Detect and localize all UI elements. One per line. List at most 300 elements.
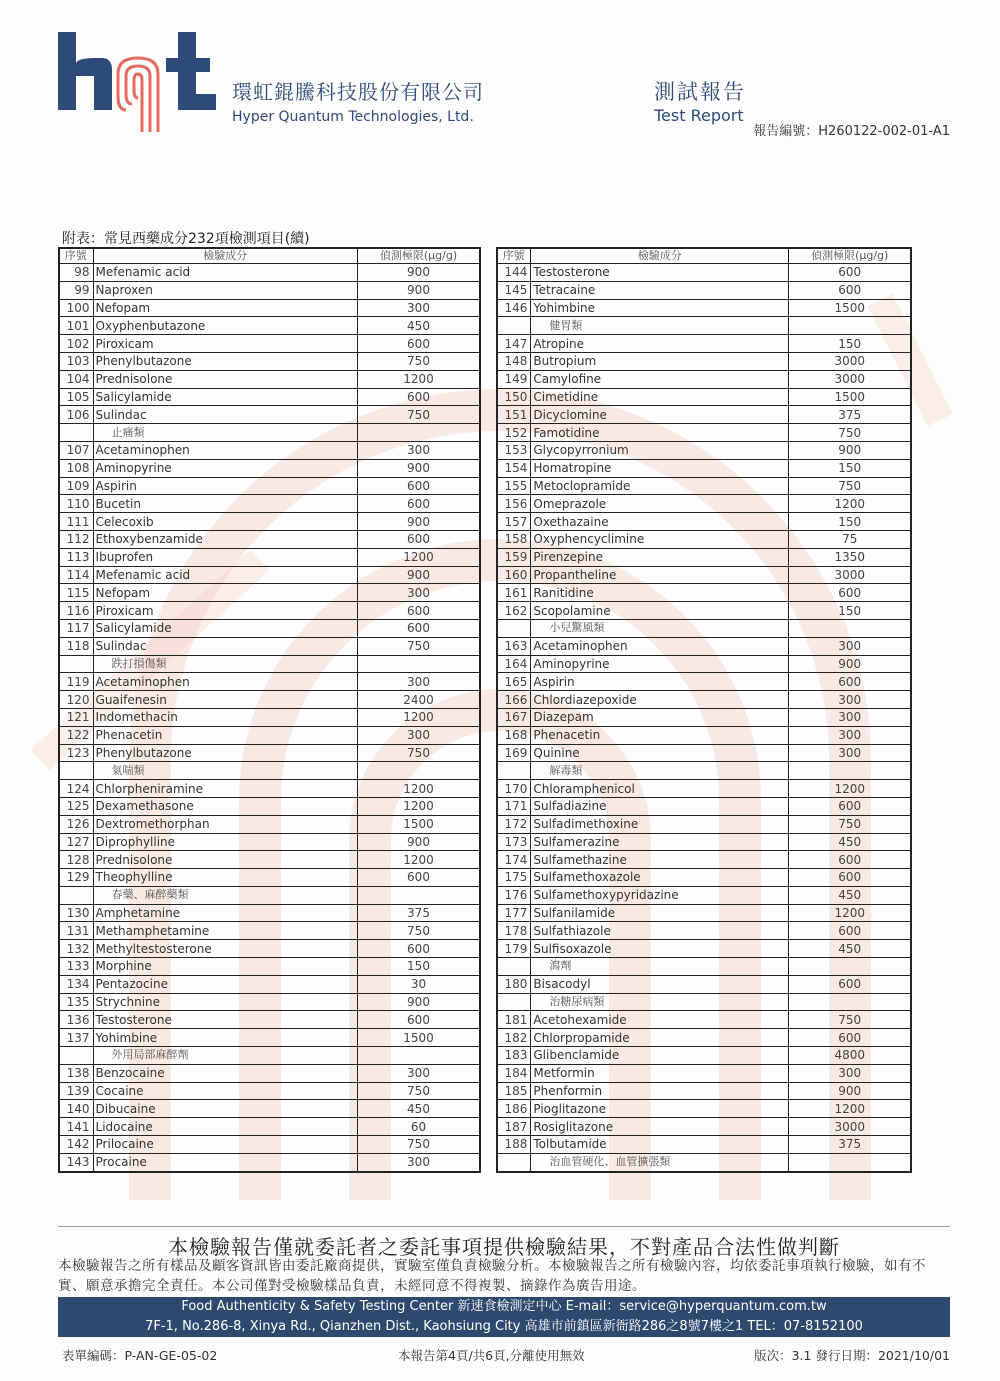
item-name: Benzocaine — [93, 1064, 357, 1082]
category-limit-cell — [358, 424, 480, 442]
item-limit: 750 — [789, 424, 911, 442]
item-name: Bisacodyl — [531, 975, 789, 993]
item-limit: 450 — [789, 886, 911, 904]
item-limit: 1200 — [358, 370, 480, 388]
item-number: 165 — [497, 673, 531, 691]
item-name: Salicylamide — [93, 619, 357, 637]
item-name: Guaifenesin — [93, 691, 357, 709]
item-number: 158 — [497, 530, 531, 548]
table-row — [59, 1100, 480, 1118]
item-name: Theophylline — [93, 869, 357, 887]
item-number: 113 — [59, 548, 93, 566]
item-name: Homatropine — [531, 459, 789, 477]
table-row — [59, 264, 480, 282]
item-number: 175 — [497, 869, 531, 887]
item-name: Celecoxib — [93, 513, 357, 531]
table-row — [497, 726, 911, 744]
item-name: Pentazocine — [93, 975, 357, 993]
item-limit: 1500 — [789, 299, 911, 317]
table-row — [497, 922, 911, 940]
table-row — [497, 1011, 911, 1029]
contact-line-2: 7F-1, No.286-8, Xinya Rd., Qianzhen Dist., Kaohsiung City 高雄市前鎮區新衙路286之8號7樓之1 TEL：07-8152100 — [145, 1319, 863, 1334]
table-row — [497, 513, 911, 531]
item-number: 125 — [59, 797, 93, 815]
table-row — [59, 477, 480, 495]
report-title-en: Test Report — [654, 106, 744, 125]
item-number: 188 — [497, 1136, 531, 1154]
category-no-cell — [497, 317, 531, 335]
item-limit: 600 — [358, 869, 480, 887]
item-limit: 600 — [358, 477, 480, 495]
table-row — [59, 869, 480, 887]
category-row — [497, 1153, 911, 1171]
item-number: 149 — [497, 370, 531, 388]
item-number: 134 — [59, 975, 93, 993]
table-header-row — [497, 248, 911, 264]
item-limit: 375 — [789, 1136, 911, 1154]
item-number: 140 — [59, 1100, 93, 1118]
report-number — [753, 120, 950, 139]
item-limit: 750 — [789, 1011, 911, 1029]
item-number: 151 — [497, 406, 531, 424]
item-limit: 900 — [358, 281, 480, 299]
category-limit-cell — [358, 1047, 480, 1065]
item-number: 157 — [497, 513, 531, 531]
item-limit: 450 — [358, 1100, 480, 1118]
item-number: 161 — [497, 584, 531, 602]
item-limit: 3000 — [789, 566, 911, 584]
item-number: 101 — [59, 317, 93, 335]
item-number: 131 — [59, 922, 93, 940]
category-no-cell — [59, 1047, 93, 1065]
report-number-value: H260122-002-01-A1 — [818, 124, 950, 139]
item-limit: 300 — [789, 744, 911, 762]
item-name: Diazepam — [531, 708, 789, 726]
item-limit: 300 — [789, 726, 911, 744]
category-no-cell — [497, 619, 531, 637]
item-limit: 1500 — [789, 388, 911, 406]
item-number: 111 — [59, 513, 93, 531]
table-row — [59, 673, 480, 691]
item-number: 105 — [59, 388, 93, 406]
item-name: Omeprazole — [531, 495, 789, 513]
table-row — [59, 708, 480, 726]
item-limit: 1200 — [789, 780, 911, 798]
item-limit: 300 — [789, 708, 911, 726]
item-number: 135 — [59, 993, 93, 1011]
header-limit: 偵測極限(μg/g) — [358, 248, 480, 264]
item-limit: 750 — [358, 406, 480, 424]
item-limit: 900 — [358, 566, 480, 584]
item-number: 162 — [497, 602, 531, 620]
item-name: Tolbutamide — [531, 1136, 789, 1154]
table-row — [59, 584, 480, 602]
item-name: Methamphetamine — [93, 922, 357, 940]
item-limit: 1350 — [789, 548, 911, 566]
item-name: Phenacetin — [93, 726, 357, 744]
disclaimer-sub: 本檢驗報告之所有樣品及顧客資訊皆由委託廠商提供，實驗室僅負責檢驗分析。本檢驗報告之所有檢驗內容，均依委託事項執行檢驗，如有不實、願意承擔完全責任。本公司僅對受檢驗樣品負責，未經同意不得複製、摘錄作為廣告用途。 — [58, 1258, 926, 1294]
item-limit: 1200 — [358, 708, 480, 726]
item-number: 130 — [59, 904, 93, 922]
table-row — [59, 744, 480, 762]
table-row — [497, 264, 911, 282]
table-row — [59, 1029, 480, 1047]
category-limit-cell — [789, 317, 911, 335]
item-number: 102 — [59, 335, 93, 353]
table-row — [497, 530, 911, 548]
item-number: 139 — [59, 1082, 93, 1100]
item-name: Chlordiazepoxide — [531, 691, 789, 709]
item-number: 132 — [59, 940, 93, 958]
item-number: 146 — [497, 299, 531, 317]
item-limit: 750 — [789, 815, 911, 833]
item-number: 148 — [497, 352, 531, 370]
table-row — [59, 281, 480, 299]
item-name: Sulfadiazine — [531, 797, 789, 815]
item-number: 187 — [497, 1118, 531, 1136]
item-name: Naproxen — [93, 281, 357, 299]
item-number: 100 — [59, 299, 93, 317]
table-row — [59, 459, 480, 477]
item-limit: 900 — [789, 441, 911, 459]
table-row — [497, 495, 911, 513]
header-name: 檢驗成分 — [93, 248, 357, 264]
item-name: Amphetamine — [93, 904, 357, 922]
item-number: 153 — [497, 441, 531, 459]
table-row — [59, 619, 480, 637]
header-limit: 偵測極限(μg/g) — [789, 248, 911, 264]
item-name: Aspirin — [93, 477, 357, 495]
item-limit: 300 — [789, 637, 911, 655]
item-limit: 1200 — [789, 1100, 911, 1118]
table-row — [497, 1064, 911, 1082]
item-limit: 1200 — [789, 904, 911, 922]
item-limit: 1200 — [358, 548, 480, 566]
item-number: 104 — [59, 370, 93, 388]
item-number: 136 — [59, 1011, 93, 1029]
table-row — [59, 1011, 480, 1029]
item-number: 172 — [497, 815, 531, 833]
table-row — [59, 815, 480, 833]
category-limit-cell — [358, 655, 480, 673]
item-number: 174 — [497, 851, 531, 869]
item-name: Cimetidine — [531, 388, 789, 406]
item-name: Cocaine — [93, 1082, 357, 1100]
table-row — [59, 495, 480, 513]
table-row — [59, 299, 480, 317]
item-number: 177 — [497, 904, 531, 922]
item-number: 176 — [497, 886, 531, 904]
item-limit: 750 — [358, 1082, 480, 1100]
item-number: 167 — [497, 708, 531, 726]
table-row — [59, 851, 480, 869]
item-name: Mefenamic acid — [93, 264, 357, 282]
item-number: 186 — [497, 1100, 531, 1118]
category-row — [497, 317, 911, 335]
item-number: 115 — [59, 584, 93, 602]
category-label: 解毒類 — [531, 762, 789, 780]
category-label: 春藥、麻醉藥類 — [93, 886, 357, 904]
version-info: 版次：3.1 發行日期：2021/10/01 — [754, 1348, 950, 1363]
item-number: 143 — [59, 1153, 93, 1171]
item-name: Chlorpropamide — [531, 1029, 789, 1047]
item-name: Phenformin — [531, 1082, 789, 1100]
table-row — [59, 833, 480, 851]
item-limit: 600 — [789, 975, 911, 993]
table-row — [59, 406, 480, 424]
item-limit: 300 — [358, 726, 480, 744]
item-number: 150 — [497, 388, 531, 406]
item-number: 156 — [497, 495, 531, 513]
table-row — [497, 548, 911, 566]
item-name: Phenylbutazone — [93, 352, 357, 370]
item-name: Quinine — [531, 744, 789, 762]
item-name: Sulindac — [93, 406, 357, 424]
item-limit: 600 — [358, 1011, 480, 1029]
item-limit: 375 — [358, 904, 480, 922]
item-limit: 300 — [789, 691, 911, 709]
item-limit: 300 — [358, 673, 480, 691]
item-number: 183 — [497, 1047, 531, 1065]
item-name: Scopolamine — [531, 602, 789, 620]
item-limit: 750 — [358, 744, 480, 762]
item-limit: 600 — [358, 619, 480, 637]
item-name: Lidocaine — [93, 1118, 357, 1136]
category-label: 健胃類 — [531, 317, 789, 335]
item-number: 129 — [59, 869, 93, 887]
table-row — [497, 477, 911, 495]
item-limit: 600 — [358, 388, 480, 406]
table-row — [497, 833, 911, 851]
category-label: 氣喘類 — [93, 762, 357, 780]
table-row — [59, 602, 480, 620]
table-row — [59, 958, 480, 976]
item-name: Chlorpheniramine — [93, 780, 357, 798]
item-name: Oxyphenbutazone — [93, 317, 357, 335]
item-limit: 600 — [789, 281, 911, 299]
item-number: 103 — [59, 352, 93, 370]
item-name: Piroxicam — [93, 335, 357, 353]
category-label: 跌打損傷類 — [93, 655, 357, 673]
item-number: 160 — [497, 566, 531, 584]
item-name: Salicylamide — [93, 388, 357, 406]
table-row — [497, 780, 911, 798]
item-name: Propantheline — [531, 566, 789, 584]
form-number: 表單編碼：P-AN-GE-05-02 — [62, 1348, 218, 1363]
item-limit: 600 — [358, 495, 480, 513]
item-limit: 300 — [358, 1153, 480, 1171]
item-number: 184 — [497, 1064, 531, 1082]
items-table-right — [496, 247, 912, 1173]
table-row — [497, 886, 911, 904]
category-row — [59, 655, 480, 673]
table-row — [59, 1118, 480, 1136]
item-limit: 900 — [358, 513, 480, 531]
item-name: Acetaminophen — [531, 637, 789, 655]
table-row — [59, 904, 480, 922]
contact-line-1: Food Authenticity & Safety Testing Center 新速食檢測定中心 E-mail：service@hyperquantum.com.tw — [181, 1299, 827, 1314]
item-limit: 600 — [358, 530, 480, 548]
item-number: 180 — [497, 975, 531, 993]
item-limit: 1200 — [358, 851, 480, 869]
table-row — [59, 1082, 480, 1100]
table-row — [59, 335, 480, 353]
item-limit: 750 — [358, 922, 480, 940]
item-number: 154 — [497, 459, 531, 477]
table-row — [59, 726, 480, 744]
item-name: Dextromethorphan — [93, 815, 357, 833]
table-row — [497, 441, 911, 459]
item-number: 128 — [59, 851, 93, 869]
item-number: 137 — [59, 1029, 93, 1047]
item-name: Butropium — [531, 352, 789, 370]
item-number: 182 — [497, 1029, 531, 1047]
category-no-cell — [59, 762, 93, 780]
item-number: 108 — [59, 459, 93, 477]
table-row — [497, 566, 911, 584]
item-name: Yohimbine — [93, 1029, 357, 1047]
item-limit: 3000 — [789, 370, 911, 388]
item-name: Pioglitazone — [531, 1100, 789, 1118]
item-name: Phenacetin — [531, 726, 789, 744]
table-row — [59, 1153, 480, 1171]
category-limit-cell — [358, 762, 480, 780]
item-name: Bucetin — [93, 495, 357, 513]
item-name: Nefopam — [93, 299, 357, 317]
table-row — [59, 797, 480, 815]
item-name: Aminopyrine — [531, 655, 789, 673]
item-name: Acetaminophen — [93, 673, 357, 691]
table-row — [497, 352, 911, 370]
item-name: Chloramphenicol — [531, 780, 789, 798]
category-label: 外用局部麻醉劑 — [93, 1047, 357, 1065]
item-name: Piroxicam — [93, 602, 357, 620]
category-no-cell — [59, 424, 93, 442]
item-number: 185 — [497, 1082, 531, 1100]
item-number: 171 — [497, 797, 531, 815]
item-limit: 600 — [789, 264, 911, 282]
category-limit-cell — [358, 886, 480, 904]
category-label: 治血管硬化、血管擴張類 — [531, 1153, 789, 1171]
table-row — [59, 691, 480, 709]
category-limit-cell — [789, 1153, 911, 1171]
category-limit-cell — [789, 762, 911, 780]
table-row — [497, 975, 911, 993]
item-number: 173 — [497, 833, 531, 851]
table-row — [497, 281, 911, 299]
item-number: 168 — [497, 726, 531, 744]
table-row — [497, 370, 911, 388]
item-limit: 300 — [358, 299, 480, 317]
table-row — [497, 691, 911, 709]
item-limit: 900 — [358, 264, 480, 282]
table-row — [497, 1118, 911, 1136]
item-limit: 450 — [358, 317, 480, 335]
table-row — [59, 1064, 480, 1082]
item-limit: 1500 — [358, 815, 480, 833]
item-limit: 1200 — [358, 797, 480, 815]
item-limit: 600 — [358, 602, 480, 620]
item-number: 119 — [59, 673, 93, 691]
company-name — [232, 76, 484, 125]
item-number: 166 — [497, 691, 531, 709]
table-row — [497, 1029, 911, 1047]
item-limit: 30 — [358, 975, 480, 993]
item-number: 114 — [59, 566, 93, 584]
item-number: 98 — [59, 264, 93, 282]
table-row — [59, 637, 480, 655]
table-row — [497, 459, 911, 477]
item-limit: 600 — [789, 922, 911, 940]
item-number: 163 — [497, 637, 531, 655]
table-row — [497, 406, 911, 424]
item-limit: 300 — [358, 441, 480, 459]
table-row — [497, 851, 911, 869]
item-number: 117 — [59, 619, 93, 637]
item-number: 112 — [59, 530, 93, 548]
item-limit: 900 — [358, 993, 480, 1011]
category-label: 瀉劑 — [531, 958, 789, 976]
table-row — [497, 1136, 911, 1154]
item-limit: 1500 — [358, 1029, 480, 1047]
item-name: Prednisolone — [93, 370, 357, 388]
table-row — [59, 548, 480, 566]
item-name: Oxethazaine — [531, 513, 789, 531]
footer-divider — [58, 1226, 950, 1227]
category-row — [59, 1047, 480, 1065]
table-row — [497, 1047, 911, 1065]
item-number: 118 — [59, 637, 93, 655]
item-name: Rosiglitazone — [531, 1118, 789, 1136]
item-number: 147 — [497, 335, 531, 353]
report-title — [654, 76, 746, 125]
table-row — [59, 922, 480, 940]
category-no-cell — [497, 1153, 531, 1171]
category-limit-cell — [789, 958, 911, 976]
table-row — [497, 744, 911, 762]
item-limit: 750 — [358, 637, 480, 655]
item-limit: 150 — [789, 513, 911, 531]
item-number: 110 — [59, 495, 93, 513]
item-name: Ranitidine — [531, 584, 789, 602]
category-row — [59, 762, 480, 780]
item-limit: 750 — [358, 1136, 480, 1154]
company-name-en: Hyper Quantum Technologies, Ltd. — [232, 109, 474, 125]
item-limit: 150 — [789, 335, 911, 353]
item-name: Tetracaine — [531, 281, 789, 299]
item-number: 155 — [497, 477, 531, 495]
item-number: 124 — [59, 780, 93, 798]
item-number: 121 — [59, 708, 93, 726]
category-label: 小兒驚風類 — [531, 619, 789, 637]
table-row — [497, 904, 911, 922]
item-name: Metoclopramide — [531, 477, 789, 495]
table-row — [497, 388, 911, 406]
item-name: Aspirin — [531, 673, 789, 691]
item-name: Famotidine — [531, 424, 789, 442]
item-limit: 60 — [358, 1118, 480, 1136]
item-limit: 750 — [789, 477, 911, 495]
item-limit: 900 — [789, 655, 911, 673]
category-row — [497, 762, 911, 780]
item-name: Sulfamethoxypyridazine — [531, 886, 789, 904]
table-row — [59, 352, 480, 370]
table-row — [59, 388, 480, 406]
item-number: 169 — [497, 744, 531, 762]
table-row — [497, 335, 911, 353]
item-name: Ethoxybenzamide — [93, 530, 357, 548]
item-limit: 300 — [789, 1064, 911, 1082]
